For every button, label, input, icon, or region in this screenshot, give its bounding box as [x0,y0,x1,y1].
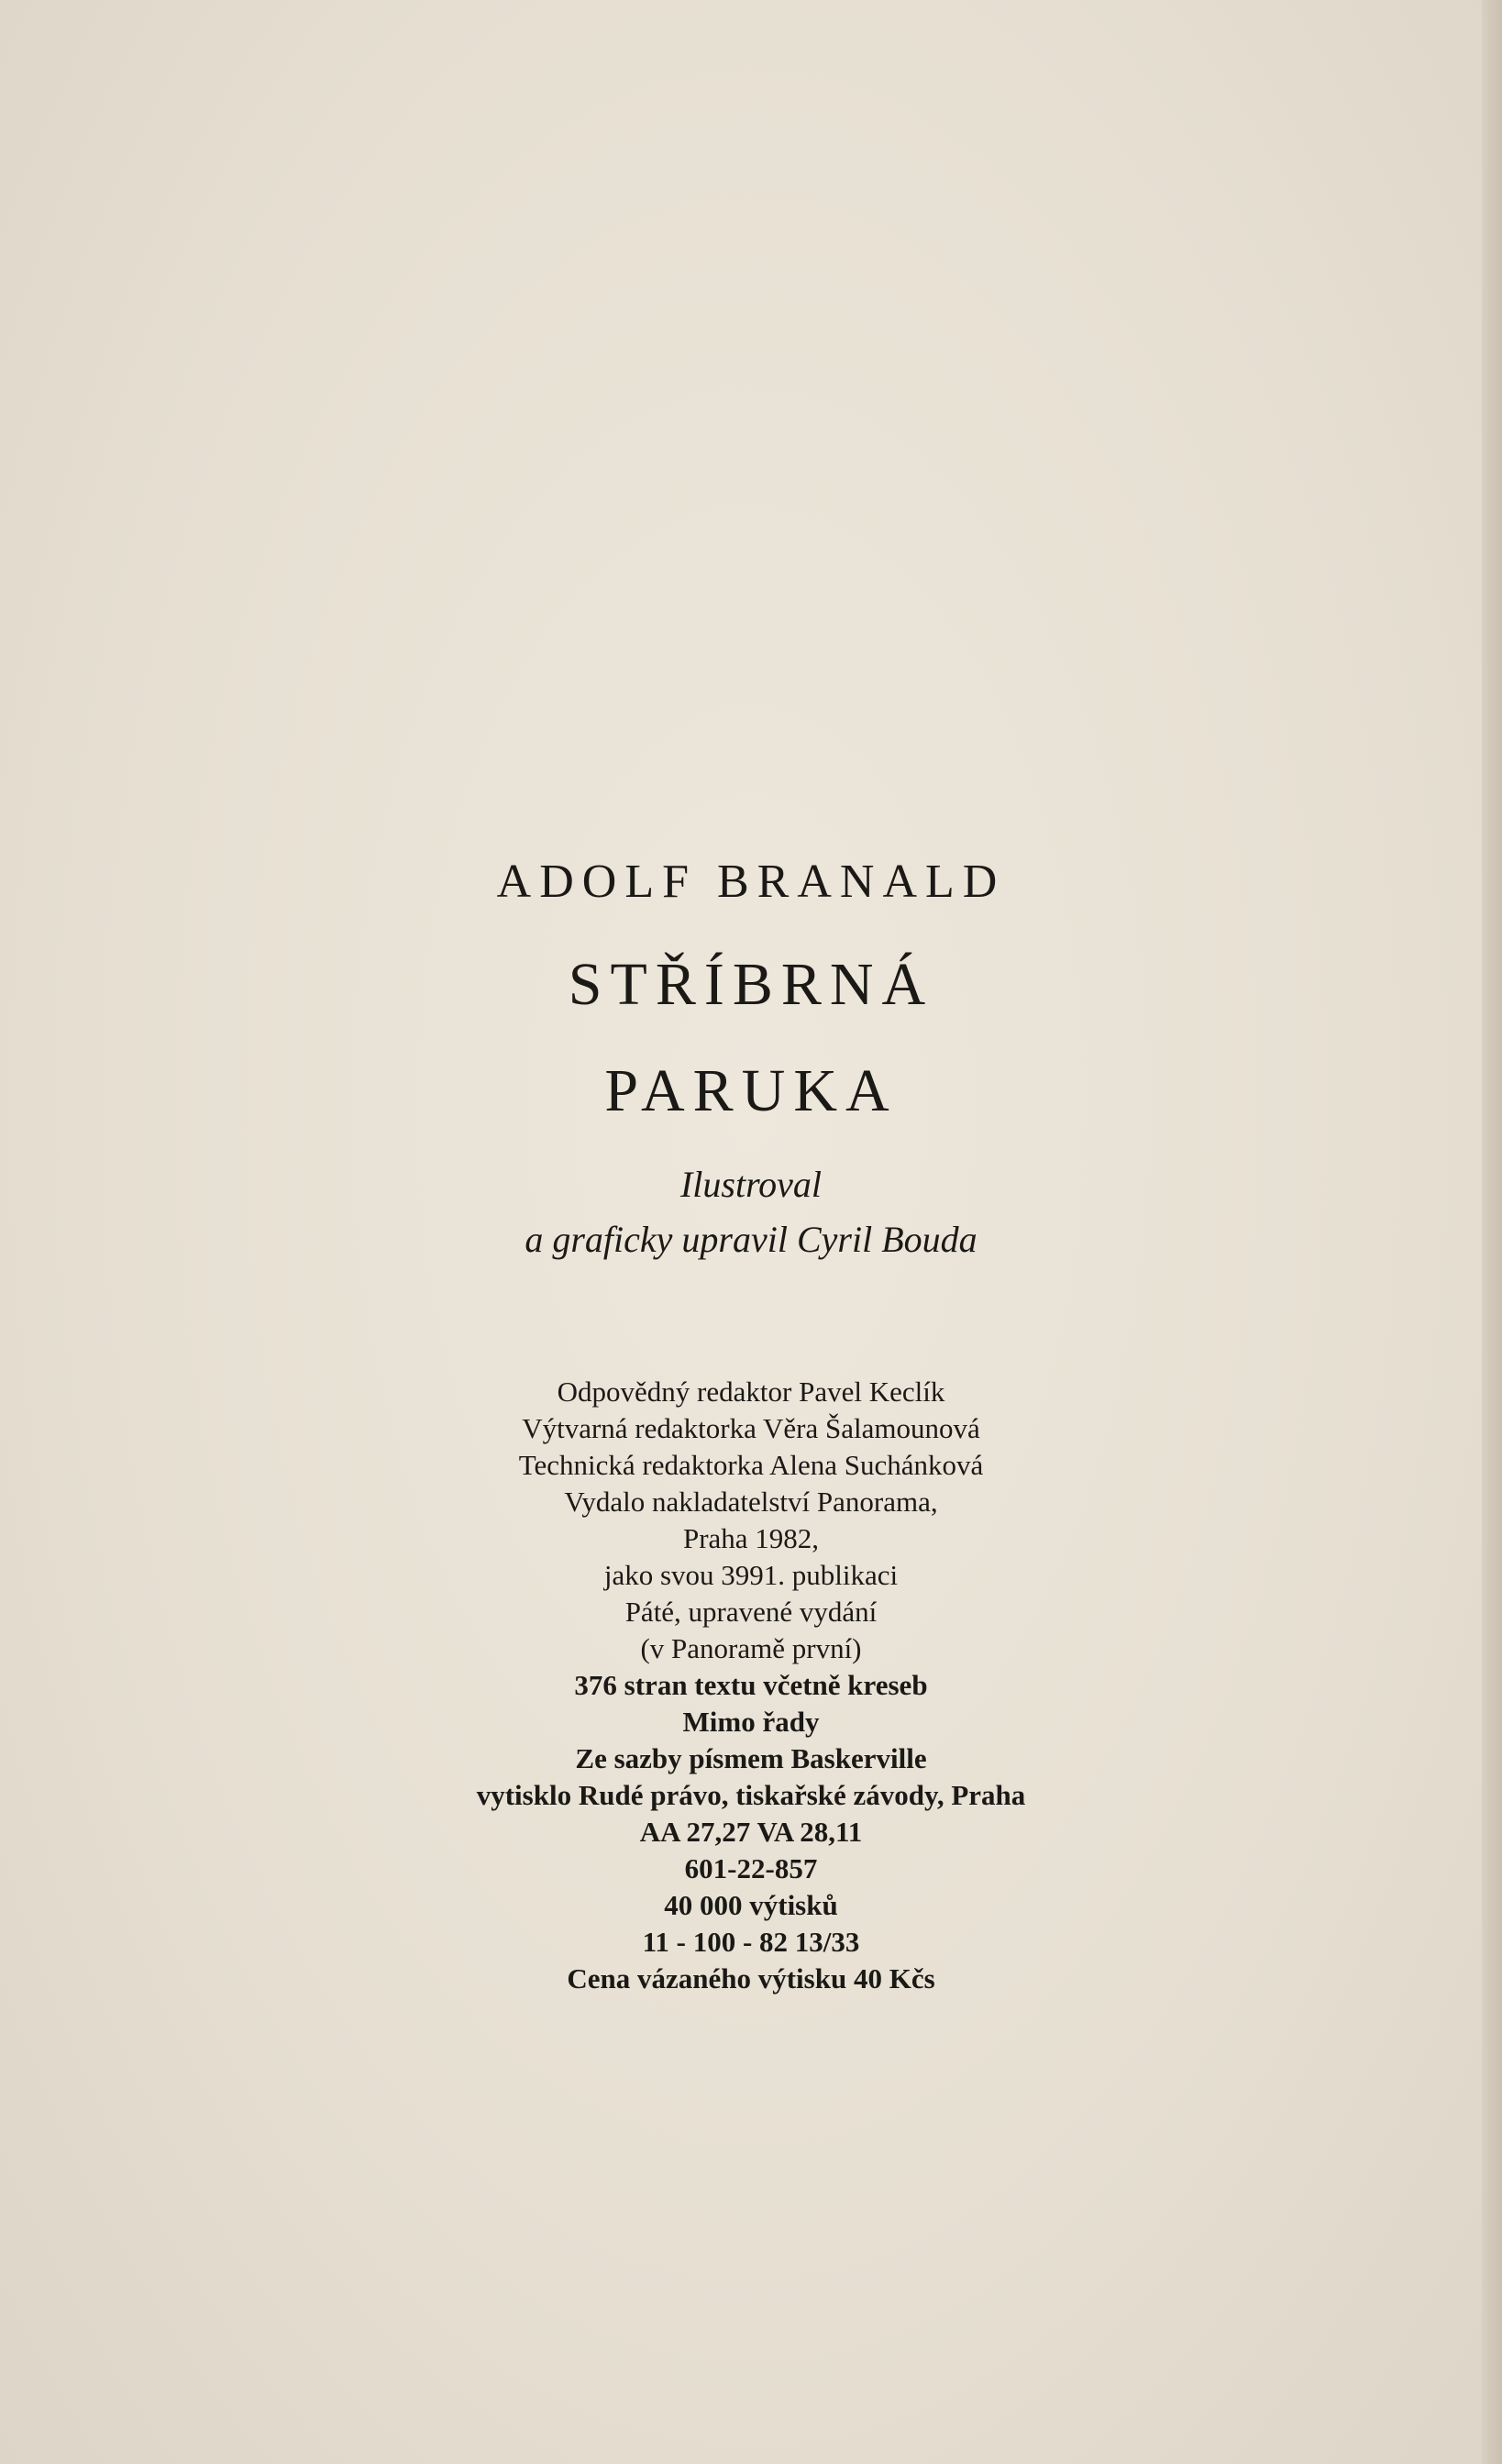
colophon-price: Cena vázaného výtisku 40 Kčs [567,1962,935,1994]
colophon [0,1374,1502,1997]
colophon-print-run: 40 000 výtisků [664,1889,838,1921]
colophon-technical-editor: Technická redaktorka Alena Suchánková [518,1449,984,1481]
colophon-printer: vytisklo Rudé právo, tiskařské závody, Praha [476,1779,1026,1811]
title-line-2: PARUKA [604,1057,898,1124]
author-name: ADOLF BRANALD [496,856,1006,908]
colophon-page-count: 376 stran textu včetně kreseb [574,1669,928,1701]
title-line-1: STŘÍBRNÁ [568,951,934,1018]
illustrator-line-1: Ilustroval [679,1164,823,1205]
colophon-publication-number: jako svou 3991. publikaci [603,1559,899,1591]
illustrator-line-2: a graficky upravil Cyril Bouda [525,1219,977,1260]
colophon-sheets: AA 27,27 VA 28,11 [639,1816,863,1848]
colophon-code: 601-22-857 [684,1852,818,1884]
colophon-typeface: Ze sazby písmem Baskerville [575,1742,927,1774]
colophon-art-editor: Výtvarná redaktorka Věra Šalamounová [522,1412,980,1444]
colophon-editor: Odpovědný redaktor Pavel Keclík [557,1376,945,1408]
colophon-publisher: Vydalo nakladatelství Panorama, [564,1486,938,1518]
colophon-edition-note: (v Panoramě první) [640,1632,862,1664]
colophon-place-year: Praha 1982, [682,1522,820,1554]
colophon-series: Mimo řady [682,1706,820,1738]
colophon-catalog-number: 11 - 100 - 82 13/33 [642,1926,860,1958]
illustrator-credit [0,1157,1502,1267]
colophon-edition: Páté, upravené vydání [624,1596,878,1628]
